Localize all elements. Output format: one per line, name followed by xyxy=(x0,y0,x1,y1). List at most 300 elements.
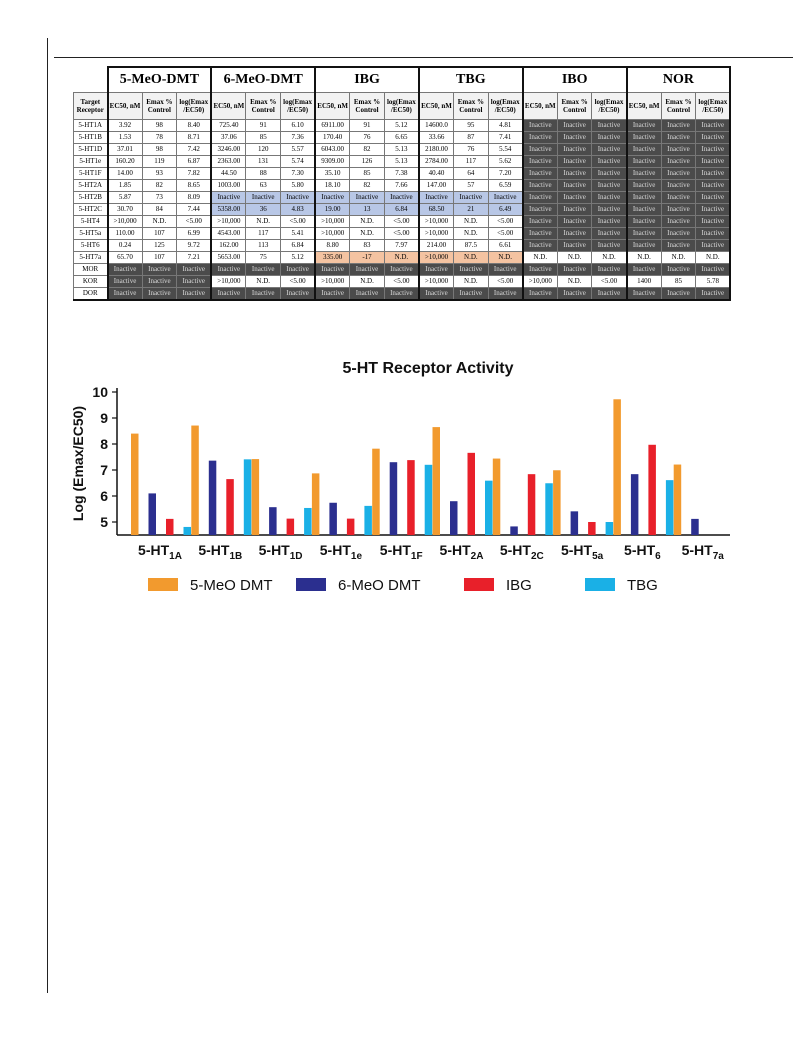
bar xyxy=(433,427,441,535)
table-cell: Inactive xyxy=(315,264,350,276)
bar xyxy=(149,493,157,535)
table-cell: Inactive xyxy=(627,168,662,180)
table-cell: Inactive xyxy=(523,288,558,301)
receptor-label: 5-HT7a xyxy=(74,252,108,264)
table-cell: 5.13 xyxy=(384,144,419,156)
receptor-label: MOR xyxy=(74,264,108,276)
receptor-label: 5-HT5a xyxy=(74,228,108,240)
column-header: Emax % Control xyxy=(557,93,592,120)
table-cell: N.D. xyxy=(350,228,385,240)
table-cell: Inactive xyxy=(592,120,627,132)
table-cell: Inactive xyxy=(523,240,558,252)
table-cell: Inactive xyxy=(523,132,558,144)
table-cell: 7.42 xyxy=(177,144,212,156)
table-cell: 82 xyxy=(350,144,385,156)
table-cell: 8.71 xyxy=(177,132,212,144)
table-cell: <5.00 xyxy=(488,276,523,288)
table-cell: Inactive xyxy=(557,180,592,192)
legend-label: IBG xyxy=(506,577,532,594)
bar xyxy=(191,426,199,535)
table-row xyxy=(74,228,731,240)
table-cell: Inactive xyxy=(557,144,592,156)
group-header: IBG xyxy=(315,67,419,93)
left-margin-rule xyxy=(47,38,48,993)
bar xyxy=(674,465,682,535)
table-cell: Inactive xyxy=(557,228,592,240)
table-cell: 3.92 xyxy=(108,120,143,132)
table-cell: Inactive xyxy=(592,180,627,192)
column-header: log(Emax /EC50) xyxy=(177,93,212,120)
table-cell: 107 xyxy=(142,228,177,240)
x-tick-subscript: 1A xyxy=(169,551,182,562)
table-cell: 5.74 xyxy=(281,156,316,168)
table-cell: 76 xyxy=(454,144,489,156)
table-cell: 5.41 xyxy=(281,228,316,240)
table-cell: N.D. xyxy=(661,252,696,264)
table-cell: Inactive xyxy=(177,288,212,301)
table-cell: 117 xyxy=(246,228,281,240)
column-header: log(Emax /EC50) xyxy=(488,93,523,120)
table-cell: >10,000 xyxy=(523,276,558,288)
table-cell: >10,000 xyxy=(211,276,246,288)
table-cell: Inactive xyxy=(627,216,662,228)
bar xyxy=(468,453,476,535)
table-cell: Inactive xyxy=(696,120,731,132)
table-cell: Inactive xyxy=(627,288,662,301)
table-row xyxy=(74,132,731,144)
table-cell: 64 xyxy=(454,168,489,180)
table-cell: 2180.00 xyxy=(419,144,454,156)
table-cell: Inactive xyxy=(523,228,558,240)
table-cell: 113 xyxy=(246,240,281,252)
receptor-label: 5-HT2A xyxy=(74,180,108,192)
bar xyxy=(312,473,320,535)
table-cell: 6.84 xyxy=(384,204,419,216)
table-cell: Inactive xyxy=(142,264,177,276)
table-cell: Inactive xyxy=(211,264,246,276)
table-row xyxy=(74,288,731,301)
table-cell: >10,000 xyxy=(315,228,350,240)
table-cell: 91 xyxy=(246,120,281,132)
column-header: EC50, nM xyxy=(315,93,350,120)
table-cell: Inactive xyxy=(177,264,212,276)
table-cell: 7.21 xyxy=(177,252,212,264)
table-cell: 73 xyxy=(142,192,177,204)
table-cell: 126 xyxy=(350,156,385,168)
table-cell: Inactive xyxy=(557,216,592,228)
table-cell: Inactive xyxy=(592,132,627,144)
table-cell: 1.85 xyxy=(108,180,143,192)
table-cell: Inactive xyxy=(557,120,592,132)
table-cell: Inactive xyxy=(592,192,627,204)
bar xyxy=(648,445,656,535)
bar xyxy=(347,519,355,535)
table-cell: Inactive xyxy=(384,192,419,204)
table-cell: Inactive xyxy=(454,192,489,204)
legend-label: TBG xyxy=(627,577,658,594)
table-cell: Inactive xyxy=(246,288,281,301)
table-cell: 147.00 xyxy=(419,180,454,192)
table-cell: Inactive xyxy=(523,264,558,276)
table-cell: Inactive xyxy=(592,216,627,228)
table-cell: Inactive xyxy=(350,264,385,276)
table-cell: Inactive xyxy=(246,264,281,276)
table-cell: Inactive xyxy=(661,180,696,192)
bar xyxy=(425,465,433,535)
bar xyxy=(450,501,458,535)
table-row xyxy=(74,120,731,132)
table-cell: Inactive xyxy=(557,204,592,216)
table-cell: 98 xyxy=(142,144,177,156)
table-cell: Inactive xyxy=(661,204,696,216)
table-cell: >10,000 xyxy=(419,252,454,264)
table-cell: Inactive xyxy=(592,144,627,156)
table-cell: >10,000 xyxy=(315,276,350,288)
table-cell: Inactive xyxy=(661,192,696,204)
table-cell: Inactive xyxy=(592,240,627,252)
table-cell: N.D. xyxy=(350,276,385,288)
table-cell: 6.61 xyxy=(488,240,523,252)
table-cell: 4.81 xyxy=(488,120,523,132)
table-cell: 107 xyxy=(142,252,177,264)
table-cell: <5.00 xyxy=(384,228,419,240)
x-tick-label: $5-HT_{5a}$ xyxy=(560,542,604,562)
table-cell: 82 xyxy=(350,180,385,192)
table-cell: 3246.00 xyxy=(211,144,246,156)
table-cell: 85 xyxy=(350,168,385,180)
table-cell: Inactive xyxy=(315,192,350,204)
table-cell: 44.50 xyxy=(211,168,246,180)
table-cell: 7.66 xyxy=(384,180,419,192)
table-cell: <5.00 xyxy=(592,276,627,288)
table-cell: Inactive xyxy=(661,132,696,144)
table-cell: Inactive xyxy=(281,192,316,204)
bar xyxy=(226,479,234,535)
table-cell: Inactive xyxy=(661,240,696,252)
x-tick-subscript: 2A xyxy=(470,551,484,562)
table-cell: Inactive xyxy=(384,288,419,301)
legend-swatch xyxy=(296,578,326,591)
x-tick-label: $5-HT_{2C}$ xyxy=(499,542,544,562)
table-cell: Inactive xyxy=(557,264,592,276)
table-cell: 5.62 xyxy=(488,156,523,168)
bar xyxy=(485,481,493,535)
table-cell: 87.5 xyxy=(454,240,489,252)
column-header: log(Emax /EC50) xyxy=(281,93,316,120)
table-cell: Inactive xyxy=(488,288,523,301)
table-row xyxy=(74,168,731,180)
table-cell: 119 xyxy=(142,156,177,168)
table-cell: N.D. xyxy=(592,252,627,264)
column-header: Emax % Control xyxy=(142,93,177,120)
table-cell: Inactive xyxy=(627,180,662,192)
table-cell: N.D. xyxy=(246,216,281,228)
table-cell: 8.80 xyxy=(315,240,350,252)
table-cell: >10,000 xyxy=(108,216,143,228)
bar xyxy=(407,460,415,535)
column-header: log(Emax /EC50) xyxy=(696,93,731,120)
table-cell: 7.30 xyxy=(281,168,316,180)
table-cell: 8.65 xyxy=(177,180,212,192)
table-cell: Inactive xyxy=(627,156,662,168)
column-header: EC50, nM xyxy=(108,93,143,120)
table-cell: 85 xyxy=(661,276,696,288)
table-cell: 2784.00 xyxy=(419,156,454,168)
x-tick-label: $5-HT_{1A}$ xyxy=(138,542,182,562)
table-cell: Inactive xyxy=(627,120,662,132)
table-cell: 110.00 xyxy=(108,228,143,240)
table-cell: Inactive xyxy=(592,288,627,301)
table-cell: Inactive xyxy=(177,276,212,288)
target-receptor-header: Target Receptor xyxy=(74,93,108,120)
table-cell: 6.10 xyxy=(281,120,316,132)
table-cell: 162.00 xyxy=(211,240,246,252)
table-cell: Inactive xyxy=(627,228,662,240)
table-cell: 125 xyxy=(142,240,177,252)
table-cell: 5.12 xyxy=(384,120,419,132)
table-row xyxy=(74,156,731,168)
column-header: Emax % Control xyxy=(661,93,696,120)
group-header: 5-MeO-DMT xyxy=(108,67,212,93)
table-cell: 160.20 xyxy=(108,156,143,168)
table-cell: 5358.00 xyxy=(211,204,246,216)
x-tick-label: $5-HT_{2A}$ xyxy=(439,542,484,562)
table-cell: Inactive xyxy=(661,120,696,132)
bar xyxy=(666,480,674,535)
table-row xyxy=(74,252,731,264)
table-cell: 57 xyxy=(454,180,489,192)
table-cell: N.D. xyxy=(454,252,489,264)
table-cell: 170.40 xyxy=(315,132,350,144)
x-tick-label: $5-HT_{7a}$ xyxy=(681,542,724,562)
table-cell: N.D. xyxy=(557,252,592,264)
table-cell: N.D. xyxy=(696,252,731,264)
table-cell: N.D. xyxy=(142,216,177,228)
receptor-label: 5-HT2B xyxy=(74,192,108,204)
table-cell: N.D. xyxy=(523,252,558,264)
table-cell: Inactive xyxy=(661,228,696,240)
table-cell: 5.12 xyxy=(281,252,316,264)
table-cell: N.D. xyxy=(488,252,523,264)
table-cell: Inactive xyxy=(281,288,316,301)
table-cell: Inactive xyxy=(696,288,731,301)
table-cell: Inactive xyxy=(523,180,558,192)
table-cell: N.D. xyxy=(454,216,489,228)
bar xyxy=(329,503,337,535)
table-cell: Inactive xyxy=(627,192,662,204)
bar xyxy=(166,519,174,535)
table-cell: 82 xyxy=(142,180,177,192)
group-header: TBG xyxy=(419,67,523,93)
table-cell: 6.99 xyxy=(177,228,212,240)
bar xyxy=(364,506,372,535)
chart-title: 5-HT Receptor Activity xyxy=(342,360,514,377)
table-cell: >10,000 xyxy=(315,216,350,228)
table-cell: Inactive xyxy=(696,264,731,276)
table-cell: 335.00 xyxy=(315,252,350,264)
table-cell: Inactive xyxy=(246,192,281,204)
table-cell: Inactive xyxy=(350,288,385,301)
table-cell: 6.84 xyxy=(281,240,316,252)
table-cell: Inactive xyxy=(661,156,696,168)
table-cell: 95 xyxy=(454,120,489,132)
table-cell: 14.00 xyxy=(108,168,143,180)
group-header: NOR xyxy=(627,67,731,93)
table-cell: 87 xyxy=(454,132,489,144)
table-cell: 35.10 xyxy=(315,168,350,180)
x-tick-subscript: 6 xyxy=(655,551,661,562)
table-row xyxy=(74,180,731,192)
table-cell: Inactive xyxy=(488,192,523,204)
table-cell: <5.00 xyxy=(177,216,212,228)
table-cell: 65.70 xyxy=(108,252,143,264)
table-cell: Inactive xyxy=(523,216,558,228)
bar xyxy=(244,459,252,535)
table-cell: Inactive xyxy=(557,156,592,168)
table-cell: <5.00 xyxy=(384,216,419,228)
x-tick-label: $5-HT_{1D}$ xyxy=(258,542,303,562)
table-cell: 7.44 xyxy=(177,204,212,216)
column-header: EC50, nM xyxy=(211,93,246,120)
bar xyxy=(184,527,192,535)
legend-swatch xyxy=(148,578,178,591)
table-cell: Inactive xyxy=(696,132,731,144)
table-cell: 84 xyxy=(142,204,177,216)
table-cell: Inactive xyxy=(592,228,627,240)
table-row xyxy=(74,204,731,216)
y-axis-label: Log (Emax/EC50) xyxy=(70,405,86,522)
receptor-label: 5-HT1D xyxy=(74,144,108,156)
table-cell: >10,000 xyxy=(419,216,454,228)
table-cell: <5.00 xyxy=(281,276,316,288)
table-row xyxy=(74,144,731,156)
table-cell: 5.80 xyxy=(281,180,316,192)
table-cell: Inactive xyxy=(557,192,592,204)
table-cell: 40.40 xyxy=(419,168,454,180)
table-cell: Inactive xyxy=(108,288,143,301)
table-cell: <5.00 xyxy=(384,276,419,288)
table-row xyxy=(74,216,731,228)
column-header: EC50, nM xyxy=(523,93,558,120)
table-cell: Inactive xyxy=(696,240,731,252)
table-cell: Inactive xyxy=(696,180,731,192)
table-cell: Inactive xyxy=(419,192,454,204)
top-rule xyxy=(54,57,793,58)
table-cell: 7.41 xyxy=(488,132,523,144)
receptor-label: 5-HT1A xyxy=(74,120,108,132)
table-cell: 19.00 xyxy=(315,204,350,216)
y-tick-label: 9 xyxy=(100,410,108,426)
table-cell: 4.83 xyxy=(281,204,316,216)
table-cell: 7.36 xyxy=(281,132,316,144)
table-cell: 7.20 xyxy=(488,168,523,180)
bar xyxy=(553,470,561,535)
table-row xyxy=(74,240,731,252)
table-cell: Inactive xyxy=(661,144,696,156)
bar xyxy=(691,519,699,535)
bar xyxy=(269,507,277,535)
table-row xyxy=(74,264,731,276)
table-cell: 214.00 xyxy=(419,240,454,252)
table-cell: Inactive xyxy=(592,264,627,276)
table-cell: Inactive xyxy=(627,240,662,252)
table-cell: Inactive xyxy=(661,216,696,228)
group-header: IBO xyxy=(523,67,627,93)
table-cell: 18.10 xyxy=(315,180,350,192)
y-tick-label: 7 xyxy=(100,462,108,478)
table-cell: 5.13 xyxy=(384,156,419,168)
table-cell: 30.70 xyxy=(108,204,143,216)
bar xyxy=(613,399,621,535)
bar xyxy=(545,483,553,535)
x-tick-subscript: 1e xyxy=(350,551,363,562)
table-cell: >10,000 xyxy=(211,216,246,228)
sub-header-row xyxy=(74,93,731,120)
y-tick-label: 8 xyxy=(100,436,108,452)
table-cell: 14600.0 xyxy=(419,120,454,132)
table-cell: Inactive xyxy=(523,156,558,168)
table-cell: 1003.00 xyxy=(211,180,246,192)
table-cell: N.D. xyxy=(454,276,489,288)
table-cell: Inactive xyxy=(523,204,558,216)
table-cell: 9309.00 xyxy=(315,156,350,168)
table-row xyxy=(74,276,731,288)
table-cell: Inactive xyxy=(488,264,523,276)
receptor-label: KOR xyxy=(74,276,108,288)
table-cell: 120 xyxy=(246,144,281,156)
table-cell: 6911.00 xyxy=(315,120,350,132)
table-cell: 8.40 xyxy=(177,120,212,132)
bar xyxy=(510,526,518,535)
table-cell: Inactive xyxy=(696,144,731,156)
table-cell: 88 xyxy=(246,168,281,180)
table-cell: 33.66 xyxy=(419,132,454,144)
table-cell: 21 xyxy=(454,204,489,216)
bar xyxy=(131,434,139,535)
table-cell: Inactive xyxy=(523,192,558,204)
legend-label: 5-MeO DMT xyxy=(190,577,273,594)
table-cell: Inactive xyxy=(523,144,558,156)
group-header: 6-MeO-DMT xyxy=(211,67,315,93)
table-cell: Inactive xyxy=(627,264,662,276)
table-cell: 6.65 xyxy=(384,132,419,144)
table-cell: 78 xyxy=(142,132,177,144)
bar xyxy=(304,508,312,535)
table-cell: Inactive xyxy=(696,228,731,240)
table-cell: Inactive xyxy=(557,132,592,144)
table-cell: Inactive xyxy=(350,192,385,204)
receptor-label: 5-HT1B xyxy=(74,132,108,144)
column-header: Emax % Control xyxy=(246,93,281,120)
x-tick-label: $5-HT_{1e}$ xyxy=(319,542,363,562)
column-header: log(Emax /EC50) xyxy=(384,93,419,120)
table-cell: Inactive xyxy=(557,168,592,180)
table-cell: <5.00 xyxy=(488,216,523,228)
table-cell: 1400 xyxy=(627,276,662,288)
table-cell: Inactive xyxy=(696,168,731,180)
table-cell: Inactive xyxy=(696,156,731,168)
table-cell: Inactive xyxy=(661,264,696,276)
table-cell: 1.53 xyxy=(108,132,143,144)
column-header: log(Emax /EC50) xyxy=(592,93,627,120)
table-cell: N.D. xyxy=(384,252,419,264)
table-cell: 0.24 xyxy=(108,240,143,252)
receptor-data-table xyxy=(73,66,731,301)
receptor-label: DOR xyxy=(74,288,108,301)
table-cell: Inactive xyxy=(281,264,316,276)
x-tick-subscript: 1D xyxy=(289,551,303,562)
table-cell: Inactive xyxy=(592,168,627,180)
